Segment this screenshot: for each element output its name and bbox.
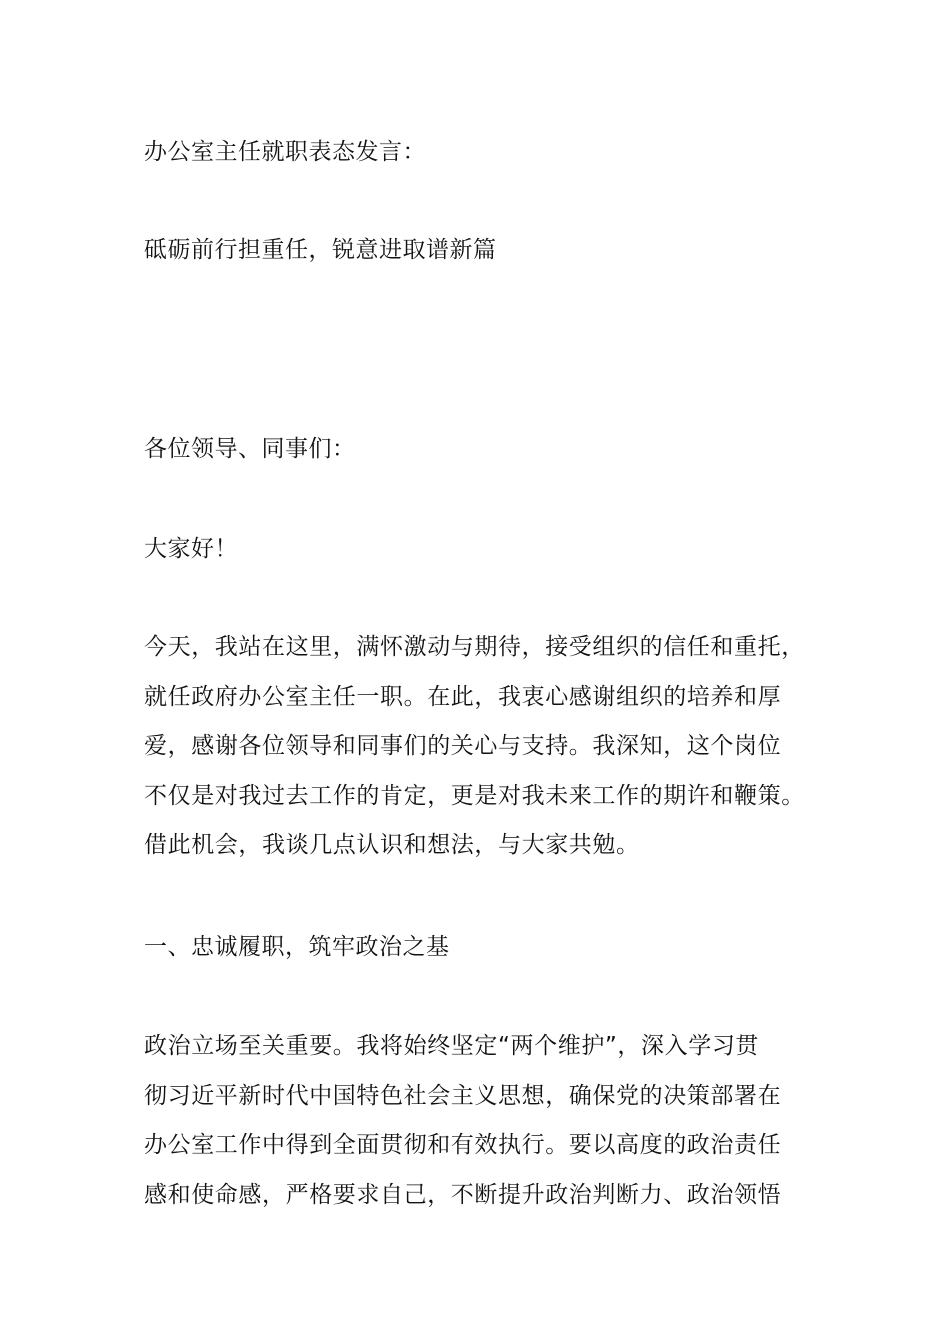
document-title-line1: 办公室主任就职表态发言：	[144, 139, 426, 165]
greeting: 大家好！	[144, 536, 238, 562]
intro-line: 今天，我站在这里，满怀激动与期待，接受组织的信任和重托，	[144, 634, 805, 660]
intro-line: 就任政府办公室主任一职。在此，我衷心感谢组织的培养和厚	[144, 683, 782, 710]
section1-line: 办公室工作中得到全面贯彻和有效执行。要以高度的政治责任	[144, 1132, 782, 1158]
intro-paragraph	[144, 623, 834, 871]
document-title-line2: 砥砺前行担重任，锐意进取谱新篇	[144, 237, 497, 263]
intro-line: 爱，感谢各位领导和同事们的关心与支持。我深知，这个岗位	[144, 733, 782, 759]
intro-line: 不仅是对我过去工作的肯定，更是对我未来工作的期许和鞭策。	[144, 782, 805, 809]
section1-paragraph	[144, 1022, 834, 1220]
section1-heading: 一、忠诚履职，筑牢政治之基	[144, 934, 450, 960]
salutation: 各位领导、同事们：	[144, 436, 356, 462]
section1-line: 彻习近平新时代中国特色社会主义思想，确保党的决策部署在	[144, 1082, 782, 1109]
section1-line: 政治立场至关重要。我将始终坚定“两个维护”，深入学习贯	[144, 1033, 760, 1059]
intro-line: 借此机会，我谈几点认识和想法，与大家共勉。	[144, 832, 640, 858]
section1-line: 感和使命感，严格要求自己，不断提升政治判断力、政治领悟	[144, 1181, 782, 1208]
